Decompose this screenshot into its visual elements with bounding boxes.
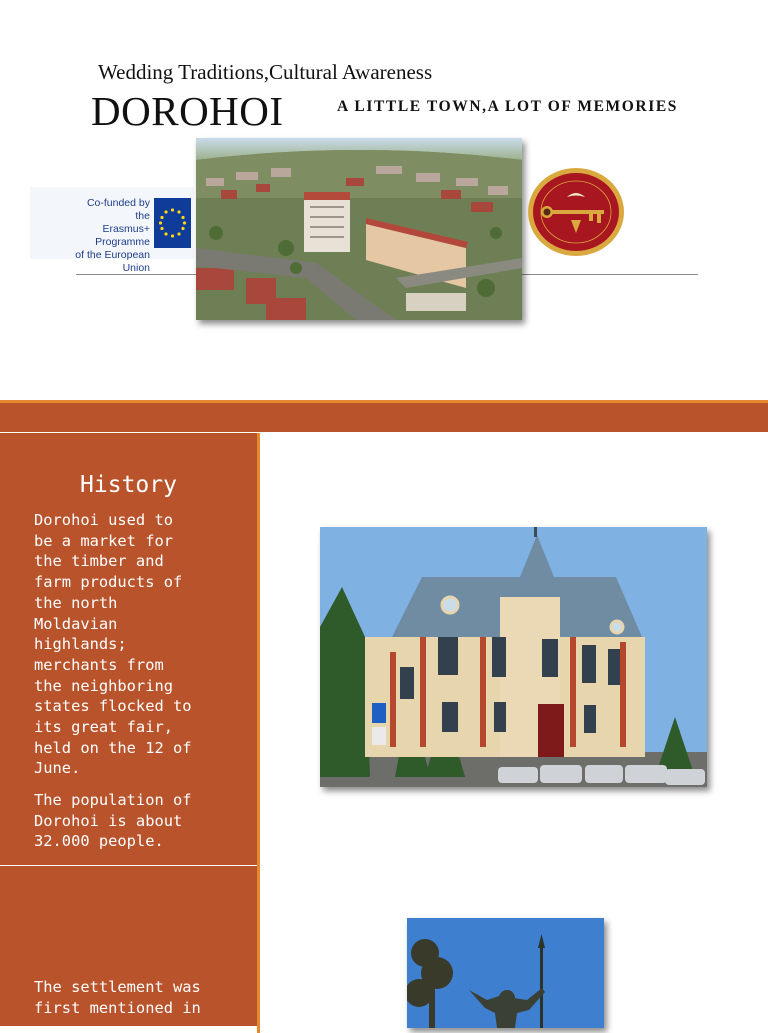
history-heading: History [80, 472, 177, 498]
document-title: DOROHOI [91, 88, 284, 134]
eu-flag-icon [154, 198, 191, 248]
town-hall-photo [320, 527, 707, 787]
sidebar-rule [257, 433, 260, 1033]
history-paragraph-market: Dorohoi used to be a market for the timber and farm products of the north Moldavian highlands; merchants from the neighboring states flocked to its great fair, held on the 12 of June. [34, 511, 192, 778]
tagline: A LITTLE TOWN,A LOT OF MEMORIES [337, 98, 679, 115]
aerial-town-photo [196, 138, 522, 320]
divider-right [520, 274, 698, 275]
settlement-paragraph: The settlement was first mentioned in [34, 978, 201, 1017]
history-paragraph-population: The population of Dorohoi is about 32.000 people. [34, 791, 192, 851]
section-band [0, 400, 768, 432]
erasmus-logo [30, 187, 194, 274]
document-subtitle: Wedding Traditions,Cultural Awareness [98, 60, 433, 84]
school-emblem [527, 167, 625, 257]
statue-photo [407, 918, 604, 1028]
erasmus-logo-text: Co-funded by the Erasmus+ Programme of the European Union [75, 197, 150, 274]
